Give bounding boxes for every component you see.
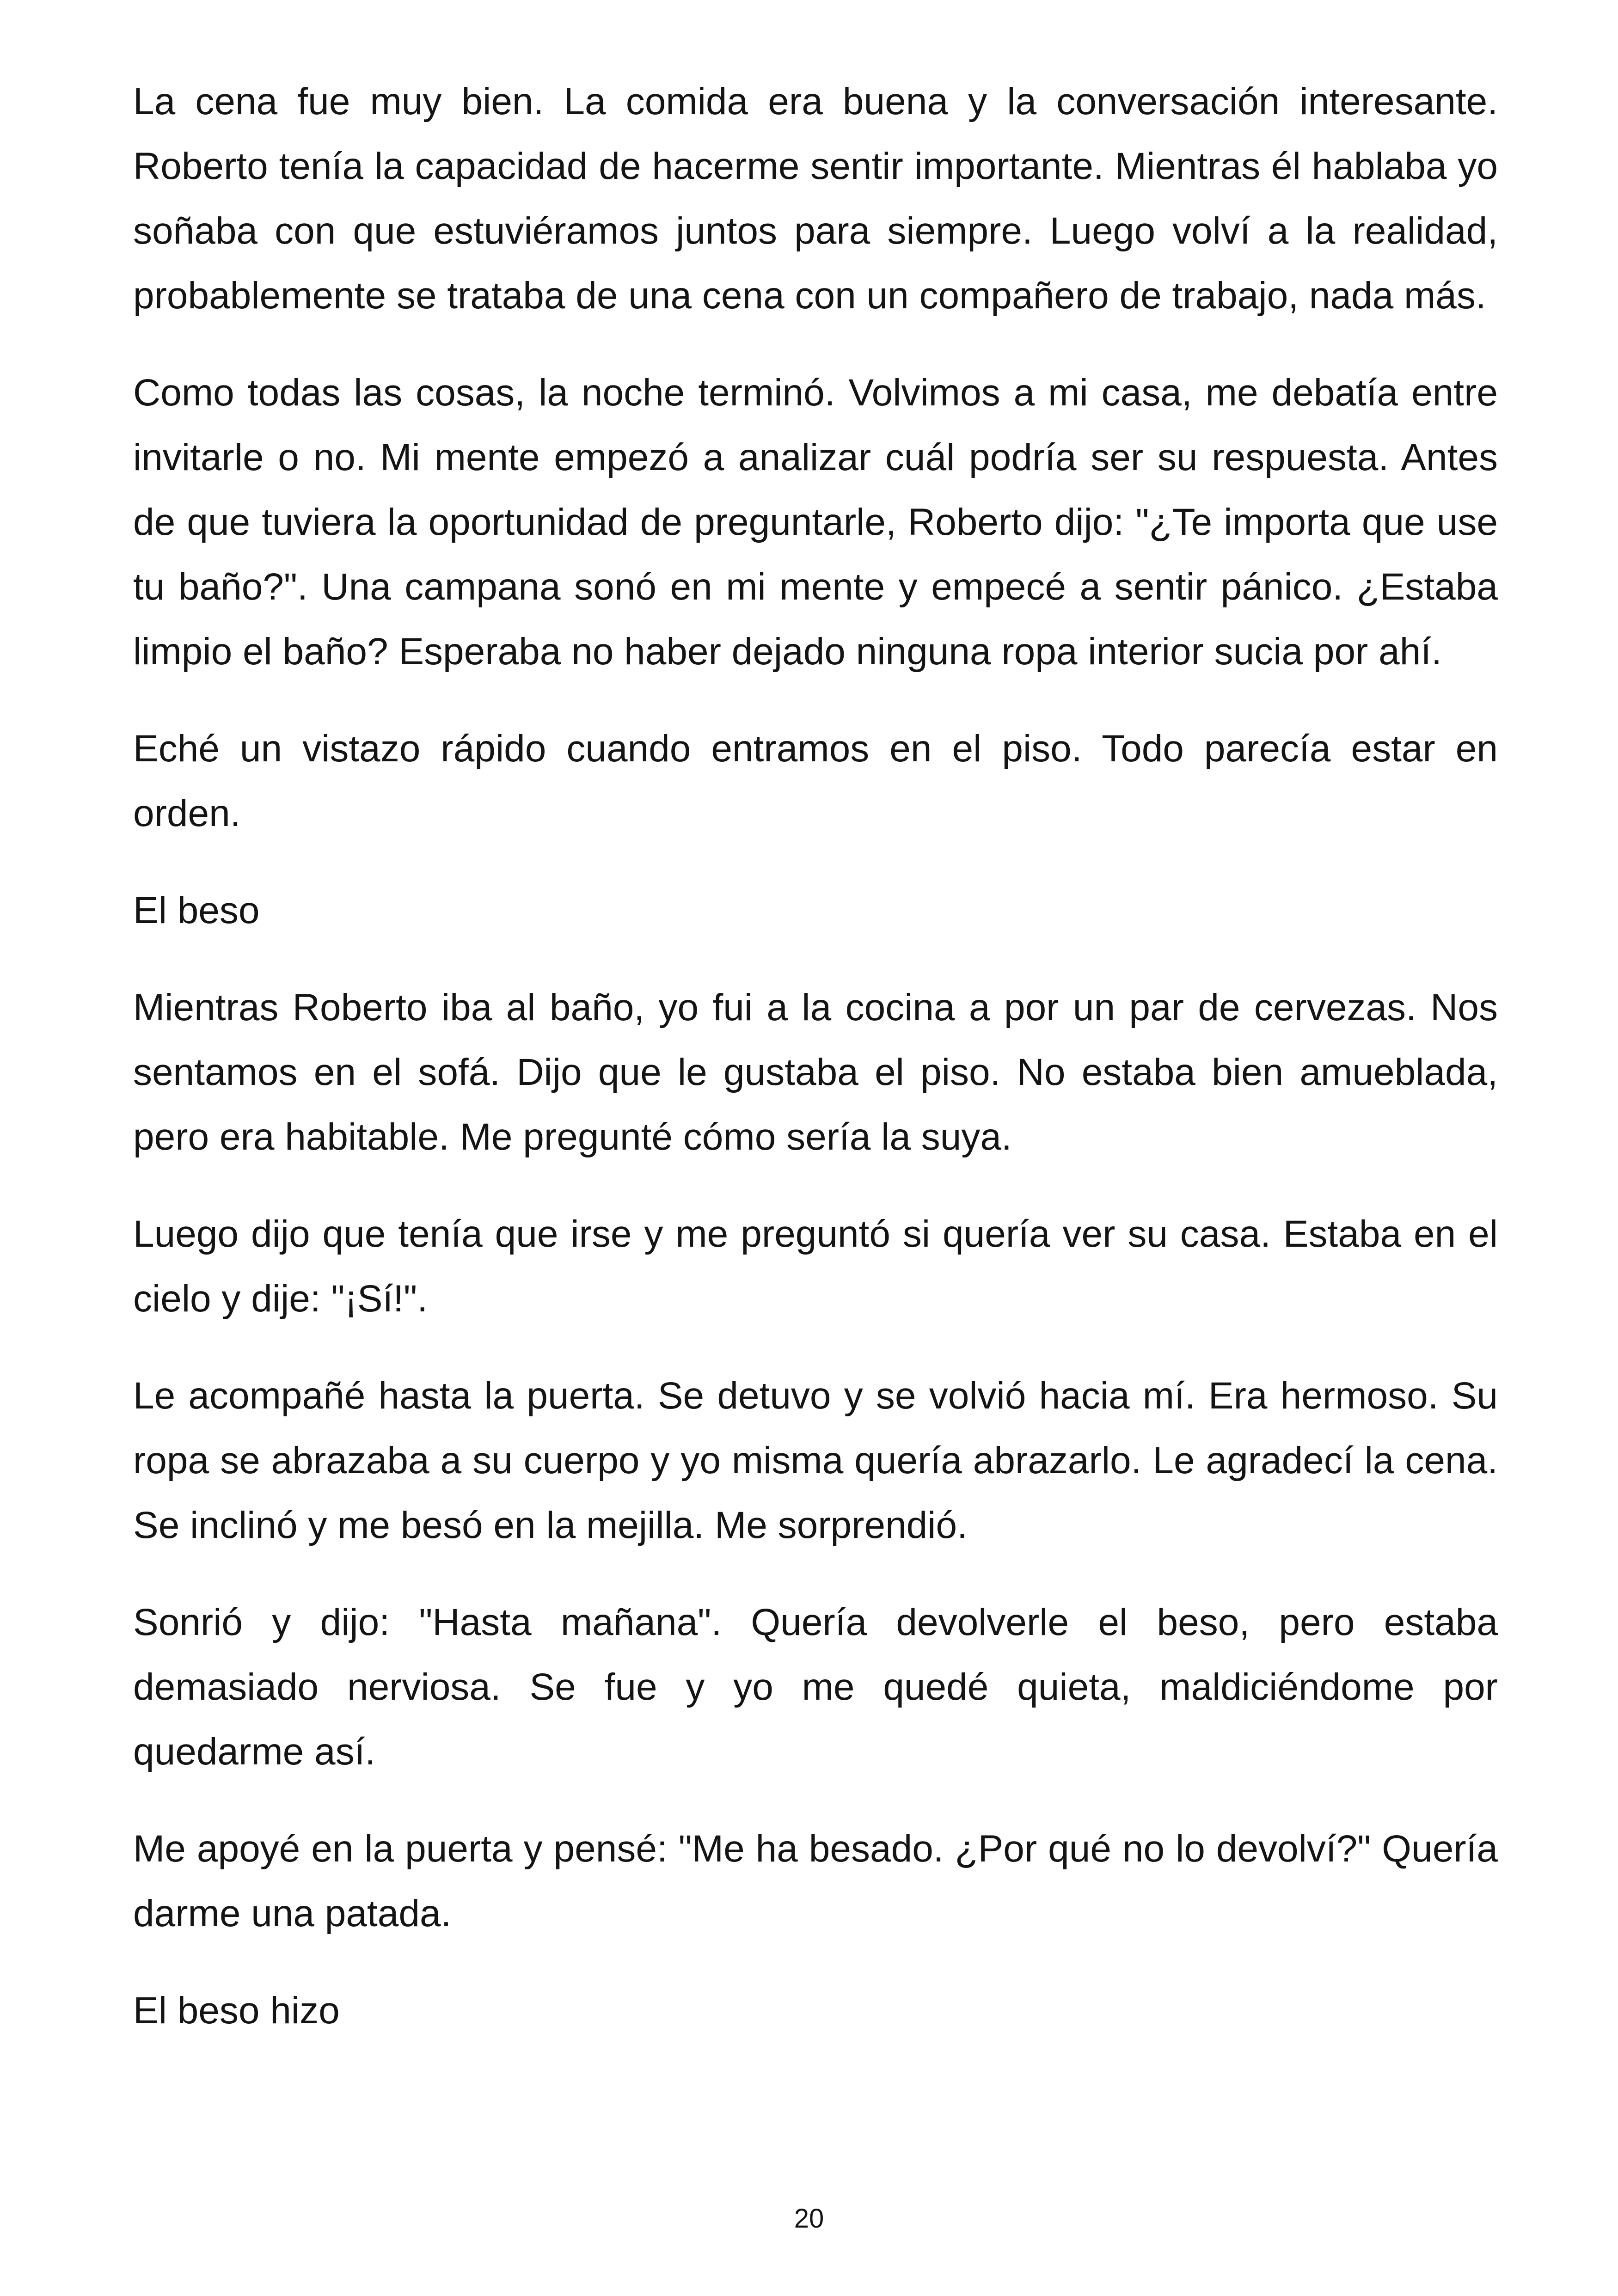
section-heading-el-beso: El beso (133, 889, 260, 931)
paragraph-leaning-door: Me apoyé en la puerta y pensé: "Me ha besado. ¿Por qué no lo devolví?" Quería darme una patada. (133, 1828, 1498, 1935)
paragraph-door-kiss: Le acompañé hasta la puerta. Se detuvo y se volvió hacia mí. Era hermoso. Su ropa se abrazaba a su cuerpo y yo misma quería abrazarlo. Le agradecí la cena. Se inclinó y me besó en la mejilla. Me sorprendió. (133, 1375, 1498, 1546)
paragraph-invitation: Luego dijo que tenía que irse y me preguntó si quería ver su casa. Estaba en el cielo y dije: "¡Sí!". (133, 1213, 1498, 1320)
page-body (133, 69, 1498, 2076)
paragraph-hasta-manana: Sonrió y dijo: "Hasta mañana". Quería devolverle el beso, pero estaba demasiado nerviosa. Se fue y yo me quedé quieta, maldiciéndome por quedarme así. (133, 1601, 1498, 1773)
paragraph-beers-sofa: Mientras Roberto iba al baño, yo fui a la cocina a por un par de cervezas. Nos sentamos en el sofá. Dijo que le gustaba el piso. No estaba bien amueblada, pero era habitable. Me pregunté cómo sería la suya. (133, 986, 1498, 1158)
paragraph-night-ended: Como todas las cosas, la noche terminó. Volvimos a mi casa, me debatía entre invitarle o no. Mi mente empezó a analizar cuál podría ser su respuesta. Antes de que tuviera la oportunidad de preguntarle, Roberto dijo: "¿Te importa que use tu baño?". Una campana sonó en mi mente y empecé a sentir pánico. ¿Estaba limpio el baño? Esperaba no haber dejado ninguna ropa interior sucia por ahí. (133, 372, 1498, 673)
paragraph-el-beso-hizo: El beso hizo (133, 1990, 340, 2032)
paragraph-apartment-check: Eché un vistazo rápido cuando entramos en el piso. Todo parecía estar en orden. (133, 728, 1498, 834)
page-number: 20 (794, 2204, 824, 2234)
paragraph-dinner: La cena fue muy bien. La comida era buena y la conversación interesante. Roberto tenía la capacidad de hacerme sentir importante. Mientras él hablaba yo soñaba con que estuviéramos juntos para siempre. Luego volví a la realidad, probablemente se trataba de una cena con un compañero de trabajo, nada más. (133, 80, 1498, 317)
